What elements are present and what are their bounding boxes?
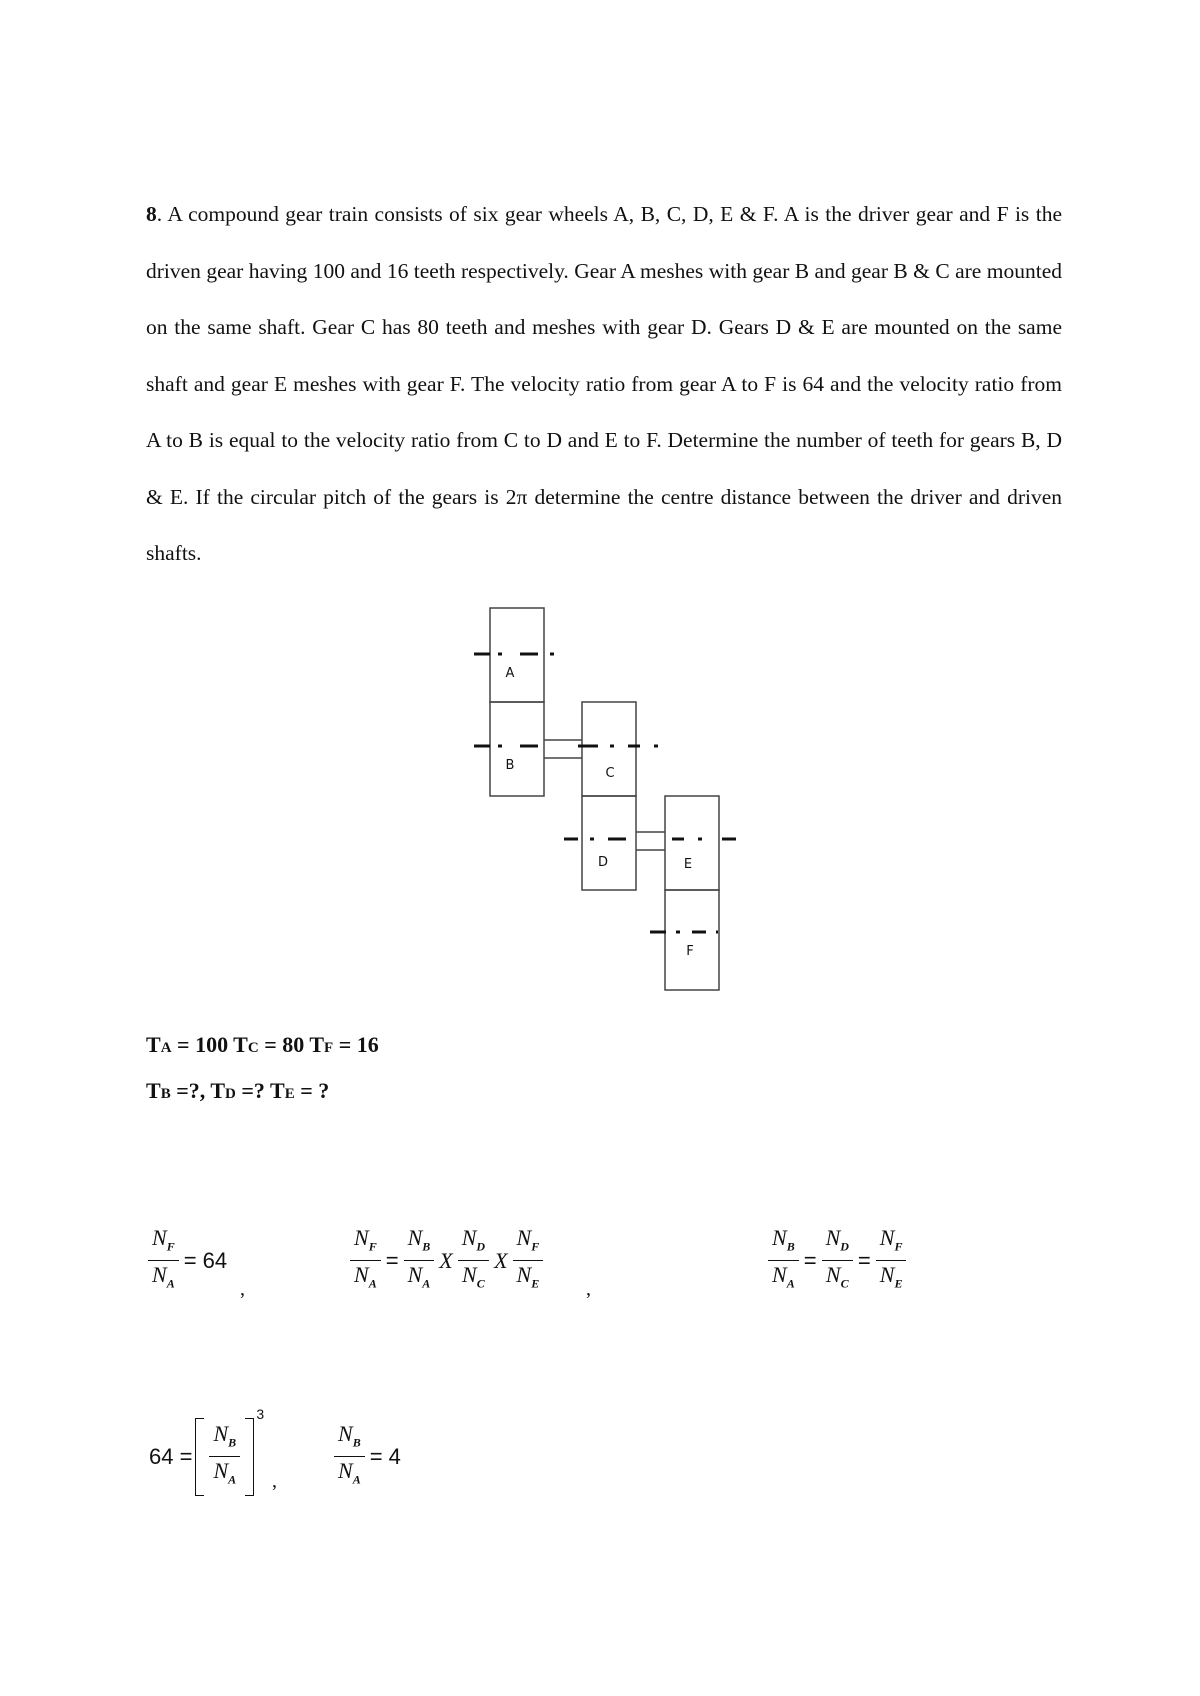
gear-d-block [582, 796, 636, 890]
gear-f-block [665, 890, 719, 990]
equation-cubed: 64 = $\frac{N_B}{N_A}$ 3 [146, 1418, 254, 1496]
gear-label-b: B [505, 758, 515, 773]
gear-label-a: A [505, 666, 515, 681]
square-bracket: $\frac{N_B}{N_A}$ 3 [195, 1418, 254, 1496]
given-values: TA = 100 TC = 80 TF = 16 [146, 1032, 379, 1057]
comma-2: , [586, 1278, 591, 1300]
problem-text: . A compound gear train consists of six gear wheels A, B, C, D, E & F. A is the driver gear and F is the driven gear having 100 and 16 teeth respectively. Gear A meshes with gear B and gear B & C are mounted on the same shaft. Gear C has 80 teeth and meshes with gear D. Gears D & E are mounted on the same shaft and gear E meshes with gear F. The velocity ratio from gear A to F is 64 and the velocity ratio from A to B is equal to the velocity ratio from C to D and E to F. Determine the number of teeth for gears B, D & E. If the circular pitch of the gears is 2π determine the centre distance between the driver and driven shafts. [146, 202, 1062, 565]
gear-label-e: E [683, 857, 693, 872]
exponent: 3 [256, 1406, 265, 1422]
equation-result: $\frac{N_B}{N_A}$ = 4 [332, 1420, 404, 1494]
gear-label-c: C [605, 766, 615, 781]
problem-number: 8 [146, 202, 157, 226]
unknown-values: TB =?, TD =? TE = ? [146, 1078, 330, 1103]
gear-c-block [582, 702, 636, 796]
problem-statement [146, 186, 1062, 582]
equation-velocity-ratio: $\frac{N_F}{N_A}$ = 64 [146, 1224, 230, 1298]
equation-equal-ratios: $\frac{N_B}{N_A}$ = $\frac{N_D}{N_C}$ = $\frac{N_F}{N_E}$ [766, 1224, 908, 1298]
gear-label-f: F [686, 944, 694, 959]
gear-train-diagram [460, 596, 760, 996]
gear-label-d: D [597, 855, 609, 870]
comma-1: , [240, 1278, 245, 1300]
gear-b-block [490, 702, 544, 796]
gear-e-block [665, 796, 719, 890]
equation-compound-ratio: $\frac{N_F}{N_A}$ = $\frac{N_B}{N_A}$ X $\frac{N_D}{N_C}$ X $\frac{N_F}{N_E}$ [348, 1224, 545, 1298]
comma-3: , [272, 1470, 277, 1492]
